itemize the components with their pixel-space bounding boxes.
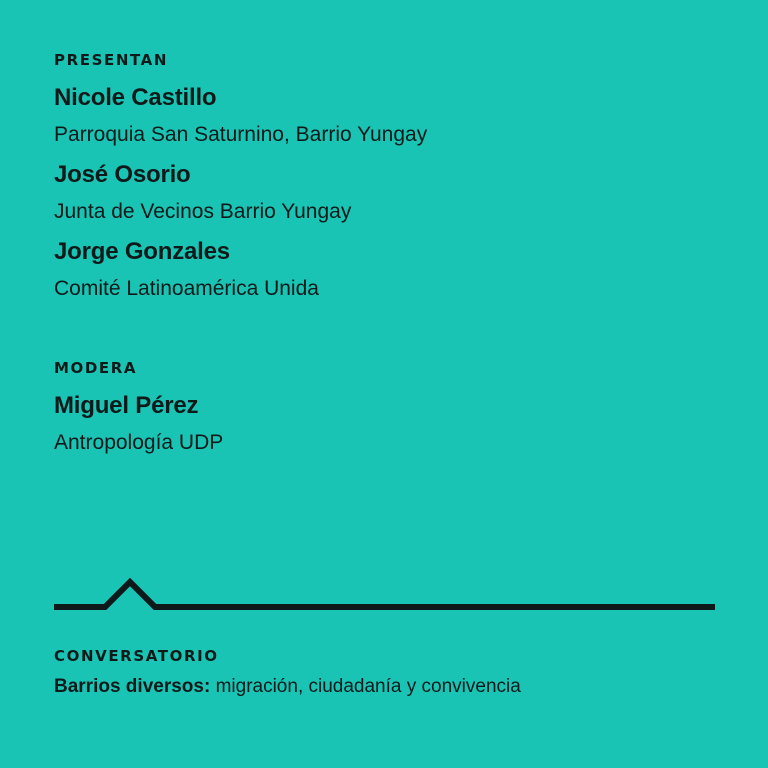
- presenter-name: Jorge Gonzales: [54, 238, 230, 265]
- roof-line-shape: [54, 582, 715, 607]
- presenter-affiliation: Comité Latinoamérica Unida: [54, 277, 319, 300]
- footer-event-title: [54, 676, 521, 698]
- presenter-affiliation: Parroquia San Saturnino, Barrio Yungay: [54, 123, 428, 146]
- footer-title-bold: Barrios diversos:: [54, 676, 211, 697]
- footer-label: CONVERSATORIO: [54, 647, 219, 665]
- presenter-name: José Osorio: [54, 161, 191, 188]
- footer-title-rest: migración, ciudadanía y convivencia: [210, 676, 521, 697]
- presenter-name: Nicole Castillo: [54, 84, 217, 111]
- presenters-label: PRESENTAN: [54, 51, 169, 69]
- moderator-label: MODERA: [54, 359, 138, 377]
- presenter-affiliation: Junta de Vecinos Barrio Yungay: [54, 200, 352, 223]
- moderator-affiliation: Antropología UDP: [54, 431, 224, 454]
- moderator-name: Miguel Pérez: [54, 392, 199, 419]
